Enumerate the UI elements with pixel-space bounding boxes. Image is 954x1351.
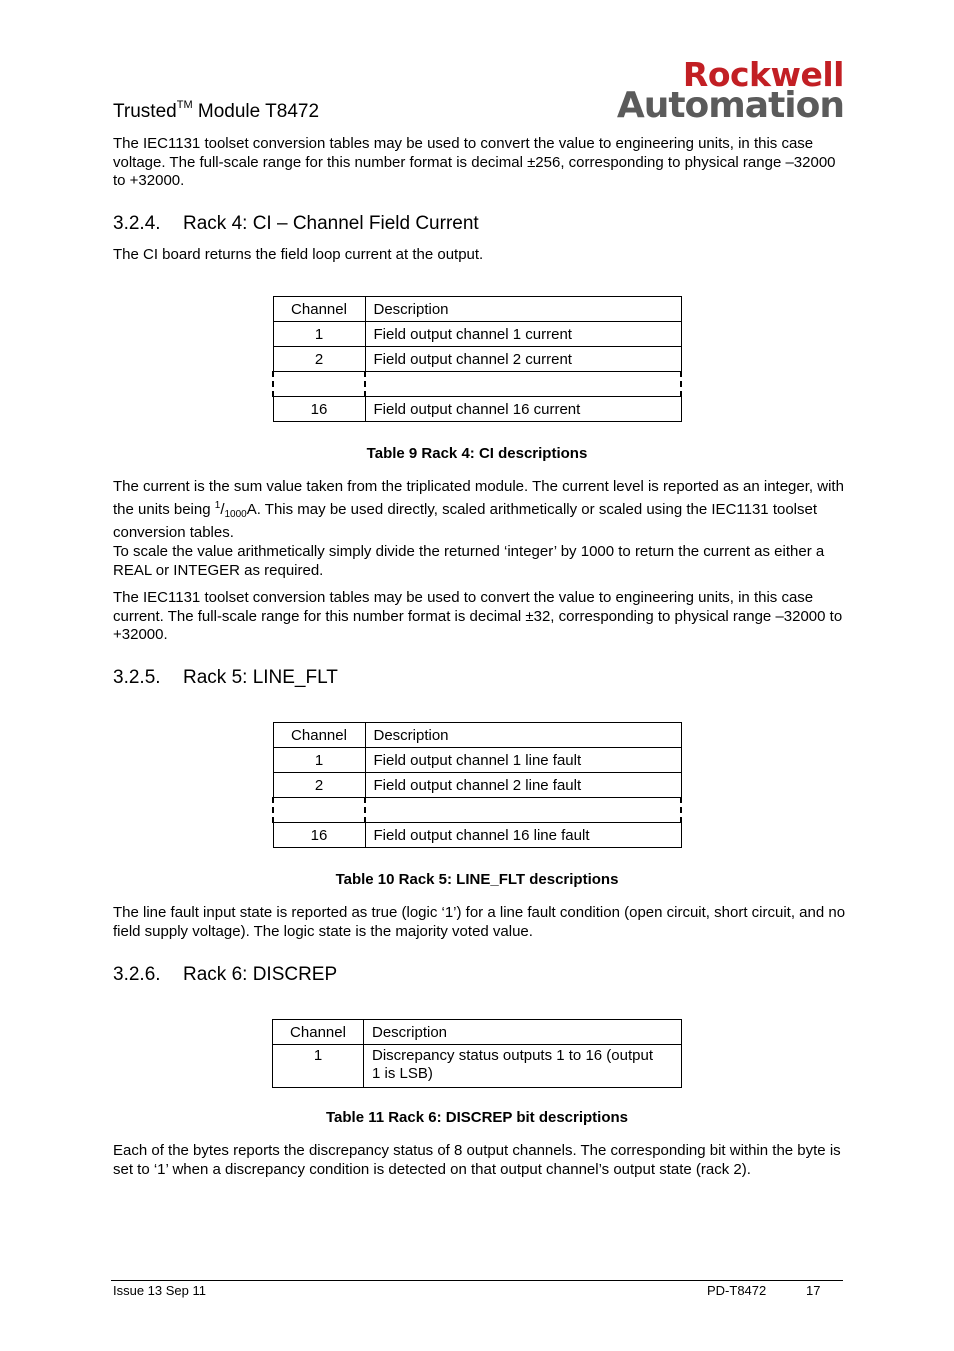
logo-word-automation: Automation — [616, 85, 844, 126]
channel-cell: 2 — [273, 347, 365, 372]
description-cell: Field output channel 2 current — [365, 347, 681, 372]
section-number: 3.2.5. — [113, 667, 161, 688]
column-header-description: Description — [365, 297, 681, 322]
channel-cell: 16 — [273, 823, 365, 848]
table-caption: Table 10 Rack 5: LINE_FLT descriptions — [335, 871, 619, 888]
table-header-row — [273, 1020, 682, 1045]
footer-issue: Issue 13 Sep 11 — [113, 1283, 206, 1298]
section-title: Rack 5: LINE_FLT — [183, 667, 338, 688]
description-cell: Field output channel 1 line fault — [365, 748, 681, 773]
footer-doc-id: PD-T8472 — [707, 1283, 767, 1298]
ci-descriptions-table — [272, 296, 682, 422]
table-row — [273, 823, 681, 848]
logo-word-rockwell: Rockwell — [682, 55, 844, 94]
empty-cell — [273, 798, 365, 823]
footer-page-number: 17 — [806, 1283, 821, 1298]
paragraph-discrepancy: Each of the bytes reports the discrepancy status of 8 output channels. The corresponding bit within the byte is set to ‘1’ when a discrepancy condition is detected on that output channel’s output state (rack 2). — [113, 1142, 841, 1178]
section-heading-3-2-6 — [113, 964, 337, 986]
rockwell-automation-logo — [588, 55, 844, 126]
channel-cell: 1 — [273, 1045, 364, 1088]
section-title: Rack 4: CI – Channel Field Current — [183, 213, 479, 234]
table-row-ellipsis — [273, 798, 681, 823]
empty-cell — [365, 372, 681, 397]
column-header-description: Description — [365, 723, 681, 748]
table-header-row — [273, 723, 681, 748]
paragraph-conversion-tables: The IEC1131 toolset conversion tables may be used to convert the value to engineering units, in this case current. The full-scale range for this number format is decimal ±32, corresponding to physical range –32000 to +32000. — [113, 589, 843, 643]
description-cell: Discrepancy status outputs 1 to 16 (output 1 is LSB) — [364, 1045, 682, 1088]
footer-divider — [111, 1280, 843, 1281]
line-flt-descriptions-table — [272, 722, 682, 848]
description-cell: Field output channel 2 line fault — [365, 773, 681, 798]
header-title: Trusted™ Module T8472 — [113, 99, 320, 122]
description-cell: Field output channel 16 current — [365, 397, 681, 422]
section-heading-3-2-4 — [113, 213, 479, 235]
description-cell: Field output channel 16 line fault — [365, 823, 681, 848]
table-row — [273, 322, 681, 347]
column-header-channel: Channel — [273, 1020, 364, 1045]
column-header-channel: Channel — [273, 297, 365, 322]
section-lead: The CI board returns the field loop current at the output. — [113, 246, 484, 263]
channel-cell: 16 — [273, 397, 365, 422]
table-row-ellipsis — [273, 372, 681, 397]
column-header-channel: Channel — [273, 723, 365, 748]
channel-cell: 1 — [273, 748, 365, 773]
paragraph-current-sum: The current is the sum value taken from the triplicated module. The current level is reported as an integer, with the units being $^1/_{1000}A$. This may be used directly, scaled arithmetically or scaled using the IEC1131 toolset conversion tables. — [113, 478, 844, 541]
channel-cell: 1 — [273, 322, 365, 347]
table-row — [273, 748, 681, 773]
table-row — [273, 1045, 682, 1088]
table-row — [273, 347, 681, 372]
paragraph-line-fault: The line fault input state is reported as true (logic ‘1’) for a line fault condition (open circuit, short circuit, and no field supply voltage). The logic state is the majority voted value. — [113, 904, 846, 940]
table-row — [273, 773, 681, 798]
paragraph-scale-arithmetic: To scale the value arithmetically simply divide the returned ‘integer’ by 1000 to return the current as either a REAL or INTEGER as required. — [113, 543, 825, 579]
section-title: Rack 6: DISCREP — [183, 964, 338, 985]
empty-cell — [365, 798, 681, 823]
section-number: 3.2.4. — [113, 213, 161, 234]
section-number: 3.2.6. — [113, 964, 161, 985]
intro-paragraph: The IEC1131 toolset conversion tables may be used to convert the value to engineering units, in this case voltage. The full-scale range for this number format is decimal ±256, corresponding to physical range –32000 to +32000. — [113, 135, 836, 189]
table-row — [273, 397, 681, 422]
discrep-bit-descriptions-table — [272, 1019, 682, 1088]
section-heading-3-2-5 — [113, 667, 338, 689]
description-cell: Field output channel 1 current — [365, 322, 681, 347]
table-caption: Table 9 Rack 4: CI descriptions — [366, 445, 588, 462]
column-header-description: Description — [364, 1020, 682, 1045]
empty-cell — [273, 372, 365, 397]
table-header-row — [273, 297, 681, 322]
table-caption: Table 11 Rack 6: DISCREP bit descriptions — [325, 1109, 629, 1126]
channel-cell: 2 — [273, 773, 365, 798]
